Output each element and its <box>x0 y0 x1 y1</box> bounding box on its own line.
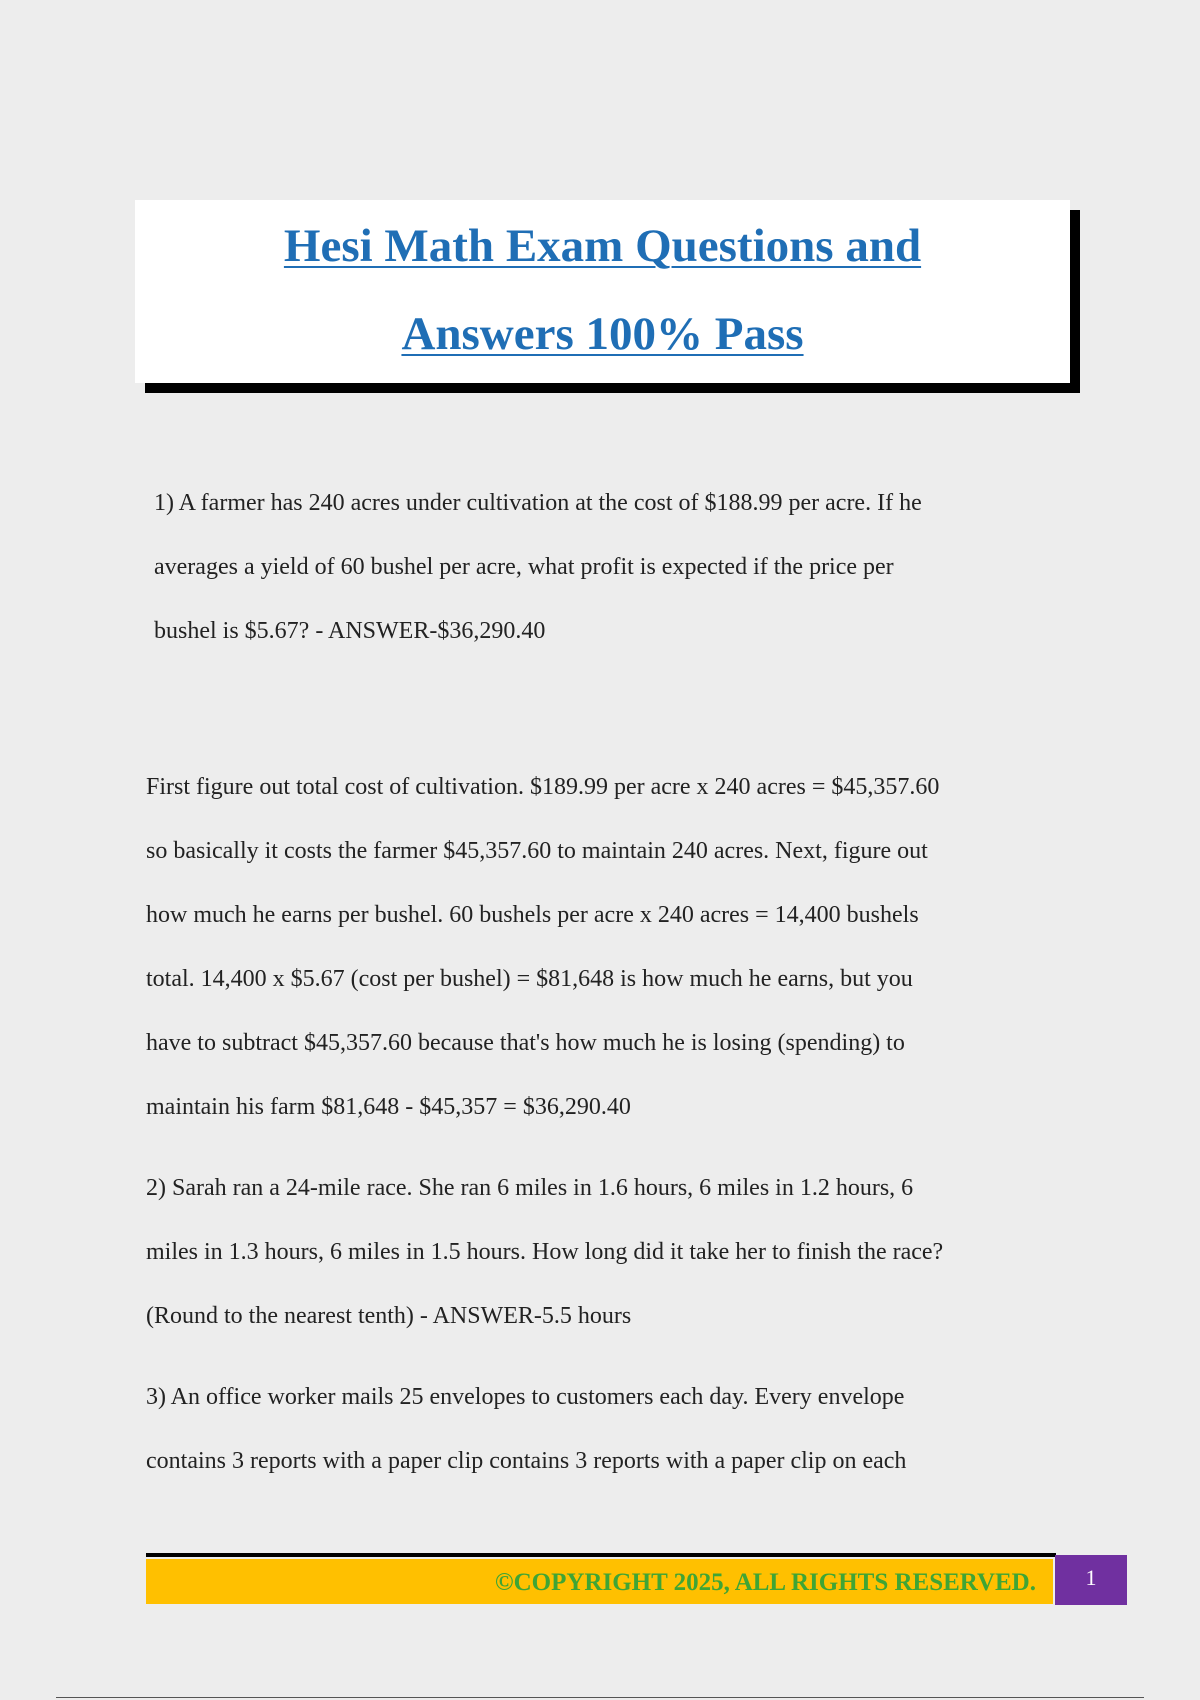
text-line: 2) Sarah ran a 24-mile race. She ran 6 miles in 1.6 hours, 6 miles in 1.2 hours, 6 <box>146 1175 914 1201</box>
title-box <box>135 200 1070 383</box>
footer-rule <box>146 1553 1056 1557</box>
text-line: miles in 1.3 hours, 6 miles in 1.5 hours. How long did it take her to finish the race? <box>146 1239 944 1265</box>
text-line: so basically it costs the farmer $45,357.60 to maintain 240 acres. Next, figure out <box>146 838 928 864</box>
question-2 <box>146 1156 1076 1348</box>
footer-bar <box>146 1559 1053 1604</box>
title-line-1[interactable]: Hesi Math Exam Questions and <box>283 220 922 272</box>
text-line: bushel is $5.67? - ANSWER-$36,290.40 <box>154 618 546 644</box>
page-bottom-rule <box>56 1697 1144 1698</box>
text-line: contains 3 reports with a paper clip contains 3 reports with a paper clip on each <box>146 1448 907 1474</box>
text-line: 1) A farmer has 240 acres under cultivation at the cost of $188.99 per acre. If he <box>154 490 922 516</box>
text-line: have to subtract $45,357.60 because that's how much he is losing (spending) to <box>146 1030 905 1056</box>
page-number: 1 <box>1055 1555 1127 1605</box>
text-line: averages a yield of 60 bushel per acre, what profit is expected if the price per <box>154 554 894 580</box>
text-line: total. 14,400 x $5.67 (cost per bushel) = $81,648 is how much he earns, but you <box>146 966 913 992</box>
text-line: (Round to the nearest tenth) - ANSWER-5.5 hours <box>146 1303 632 1329</box>
text-line: 3) An office worker mails 25 envelopes to customers each day. Every envelope <box>146 1384 905 1410</box>
text-line: First figure out total cost of cultivation. $189.99 per acre x 240 acres = $45,357.60 <box>146 774 940 800</box>
paragraph-gap <box>146 663 1076 755</box>
question-3 <box>146 1365 1076 1493</box>
document-body <box>146 471 1076 1493</box>
text-line: how much he earns per bushel. 60 bushels per acre x 240 acres = 14,400 bushels <box>146 902 919 928</box>
text-line: maintain his farm $81,648 - $45,357 = $36,290.40 <box>146 1094 631 1120</box>
title-line-2[interactable]: Answers 100% Pass <box>401 308 804 360</box>
question-1-explanation <box>146 755 1076 1139</box>
copyright-text: ©COPYRIGHT 2025, ALL RIGHTS RESERVED. <box>494 1569 1036 1596</box>
paragraph-gap <box>146 1139 1076 1156</box>
paragraph-gap <box>146 1348 1076 1365</box>
question-1 <box>146 471 1076 663</box>
